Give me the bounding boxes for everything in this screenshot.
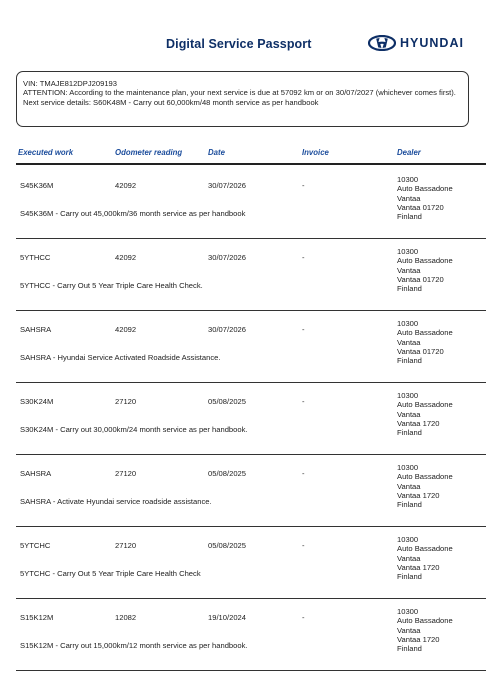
column-date: Date (208, 148, 225, 157)
dealer-info (397, 607, 453, 653)
page-title: Digital Service Passport (166, 37, 312, 51)
dealer-line: 10300 (397, 607, 419, 616)
invoice-value: - (302, 469, 305, 478)
service-date: 05/08/2025 (208, 469, 247, 478)
dealer-line: Vantaa 1720 (397, 634, 440, 644)
service-code: SAHSRA (20, 469, 52, 478)
dealer-line: Vantaa (397, 265, 421, 275)
table-row (16, 527, 486, 599)
service-date: 05/08/2025 (208, 541, 247, 550)
dealer-line: Vantaa (397, 481, 421, 491)
dealer-line: Finland (397, 428, 422, 438)
service-description: S30K24M - Carry out 30,000km/24 month service as per handbook. (20, 425, 248, 434)
dealer-line: Vantaa 01720 (397, 274, 444, 284)
invoice-value: - (302, 613, 305, 622)
brand-logo (368, 35, 464, 51)
dealer-line: Finland (397, 572, 422, 582)
dealer-line: Auto Bassadone (397, 616, 453, 626)
invoice-value: - (302, 397, 305, 406)
table-row (16, 167, 486, 239)
table-row (16, 599, 486, 671)
dealer-line: Auto Bassadone (397, 400, 453, 410)
dealer-line: 10300 (397, 247, 419, 256)
column-odometer: Odometer reading (115, 148, 183, 157)
service-code: 5YTHCC (20, 253, 51, 262)
brand-name: HYUNDAI (400, 36, 464, 50)
dealer-info (397, 391, 453, 437)
attention-text: ATTENTION: According to the maintenance plan, your next service is due at 57092 km or on 30/07/2027 (whichever comes first). (23, 88, 456, 98)
service-date: 30/07/2026 (208, 181, 247, 190)
dealer-line: Auto Bassadone (397, 328, 453, 338)
service-code: SAHSRA (20, 325, 52, 334)
service-date: 30/07/2026 (208, 253, 247, 262)
table-row (16, 311, 486, 383)
dealer-info (397, 463, 453, 509)
column-invoice: Invoice (302, 148, 329, 157)
next-service-text: Next service details: S60K48M - Carry out 60,000km/48 month service as per handbook (23, 97, 319, 107)
dealer-line: 10300 (397, 463, 419, 472)
dealer-line: Finland (397, 500, 422, 510)
odometer-value: 27120 (115, 397, 137, 406)
column-dealer: Dealer (397, 148, 421, 157)
dealer-line: Vantaa (397, 409, 421, 419)
table-header (18, 148, 484, 162)
table-row (16, 383, 486, 455)
next-service-notice (16, 71, 469, 127)
invoice-value: - (302, 541, 305, 550)
dealer-line: Auto Bassadone (397, 544, 453, 554)
invoice-value: - (302, 325, 305, 334)
dealer-info (397, 319, 453, 365)
odometer-value: 42092 (115, 325, 137, 334)
dealer-info (397, 535, 453, 581)
dealer-line: Vantaa (397, 553, 421, 563)
column-executed-work: Executed work (18, 148, 74, 157)
dealer-line: Vantaa 1720 (397, 562, 440, 572)
dealer-line: Vantaa 1720 (397, 418, 440, 428)
service-code: S15K12M (20, 613, 54, 622)
dealer-line: Vantaa (397, 337, 421, 347)
dealer-line: Auto Bassadone (397, 256, 453, 266)
dealer-line: Vantaa (397, 193, 421, 203)
odometer-value: 27120 (115, 469, 137, 478)
service-description: S15K12M - Carry out 15,000km/12 month service as per handbook. (20, 641, 248, 650)
vin-text: VIN: TMAJE812DPJ209193 (23, 79, 117, 88)
dealer-line: Vantaa 01720 (397, 202, 444, 212)
dealer-line: Vantaa 1720 (397, 490, 440, 500)
invoice-value: - (302, 253, 305, 262)
header-divider (16, 163, 486, 165)
dealer-line: 10300 (397, 175, 419, 184)
dealer-line: Finland (397, 212, 422, 222)
service-date: 05/08/2025 (208, 397, 247, 406)
dealer-line: 10300 (397, 391, 419, 400)
row-divider (16, 670, 486, 672)
dealer-line: Vantaa (397, 625, 421, 635)
service-description: SAHSRA - Hyundai Service Activated Roadside Assistance. (20, 353, 221, 362)
odometer-value: 42092 (115, 181, 137, 190)
dealer-info (397, 175, 453, 221)
service-description: S45K36M - Carry out 45,000km/36 month service as per handbook (20, 209, 246, 218)
table-row (16, 239, 486, 311)
odometer-value: 12082 (115, 613, 137, 622)
service-description: SAHSRA - Activate Hyundai service roadside assistance. (20, 497, 212, 506)
dealer-line: 10300 (397, 535, 419, 544)
odometer-value: 42092 (115, 253, 137, 262)
odometer-value: 27120 (115, 541, 137, 550)
table-row (16, 455, 486, 527)
service-description: 5YTHCC - Carry Out 5 Year Triple Care Health Check. (20, 281, 203, 290)
dealer-line: Auto Bassadone (397, 472, 453, 482)
hyundai-logo-icon (368, 35, 396, 51)
dealer-line: Auto Bassadone (397, 184, 453, 194)
service-code: 5YTCHC (20, 541, 51, 550)
dealer-line: Finland (397, 356, 422, 366)
dealer-line: 10300 (397, 319, 419, 328)
dealer-line: Finland (397, 284, 422, 294)
dealer-info (397, 247, 453, 293)
service-description: 5YTCHC - Carry Out 5 Year Triple Care Health Check (20, 569, 201, 578)
service-code: S30K24M (20, 397, 54, 406)
dealer-line: Vantaa 01720 (397, 346, 444, 356)
service-date: 30/07/2026 (208, 325, 247, 334)
invoice-value: - (302, 181, 305, 190)
service-date: 19/10/2024 (208, 613, 247, 622)
service-code: S45K36M (20, 181, 54, 190)
dealer-line: Finland (397, 644, 422, 654)
